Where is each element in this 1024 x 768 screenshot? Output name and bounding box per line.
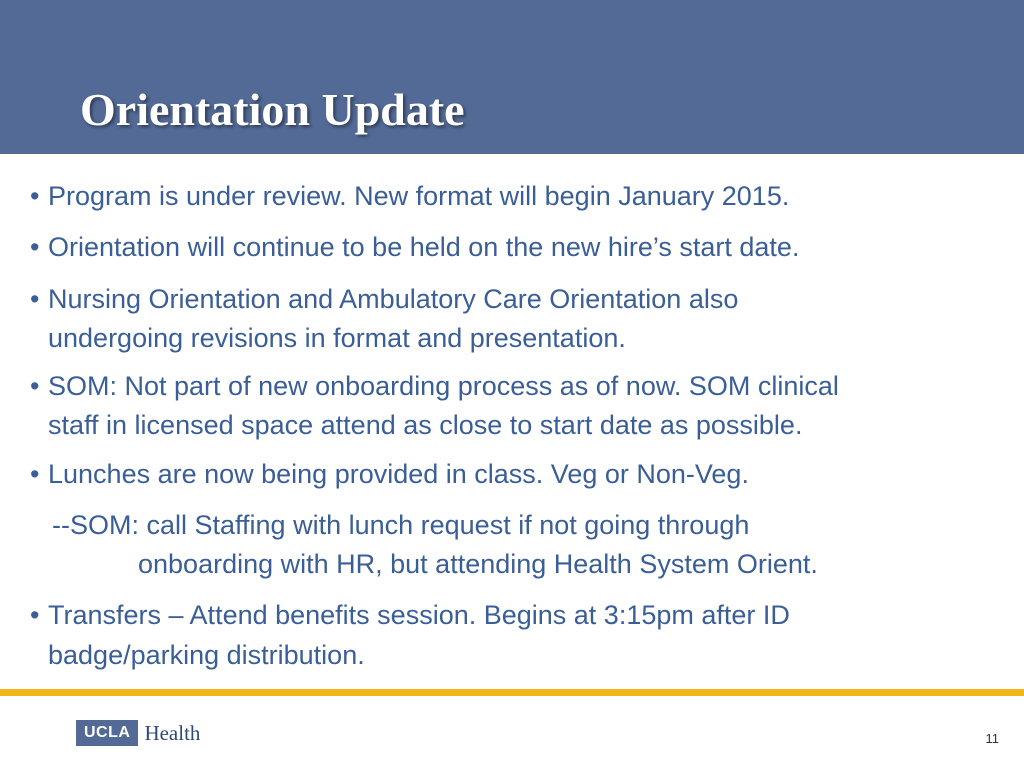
bullet-line: Transfers – Attend benefits session. Begins at 3:15pm after ID — [48, 600, 790, 630]
bullet-glyph: • — [30, 232, 40, 262]
bullet-line: Nursing Orientation and Ambulatory Care Orientation also — [48, 284, 739, 314]
page-number: 11 — [985, 731, 999, 746]
bullet-line: Program is under review. New format will begin January 2015. — [48, 181, 790, 211]
bullet-line: SOM: Not part of new onboarding process as of now. SOM clinical — [48, 371, 839, 401]
bullet-line: undergoing revisions in format and presentation. — [48, 323, 626, 353]
bullet-glyph: • — [30, 459, 40, 489]
bullet-line: staff in licensed space attend as close to start date as possible. — [48, 410, 803, 440]
bullet-line: badge/parking distribution. — [48, 640, 365, 670]
logo-word: Health — [144, 721, 201, 745]
bullet-glyph: • — [30, 284, 40, 314]
bullet-glyph: • — [30, 600, 40, 630]
bullet-line: Orientation will continue to be held on the new hire’s start date. — [48, 232, 800, 262]
sub-note-line: onboarding with HR, but attending Health System Orient. — [138, 549, 818, 579]
slide-title: Orientation Update — [80, 84, 465, 135]
bullet-glyph: • — [30, 181, 40, 211]
sub-note-line: --SOM: call Staffing with lunch request if not going through — [52, 510, 750, 540]
ucla-health-logo — [76, 720, 200, 746]
footer-accent-rule — [0, 689, 1024, 696]
bullet-glyph: • — [30, 371, 40, 401]
bullet-line: Lunches are now being provided in class. Veg or Non-Veg. — [48, 459, 749, 489]
logo-box: UCLA — [76, 720, 138, 746]
